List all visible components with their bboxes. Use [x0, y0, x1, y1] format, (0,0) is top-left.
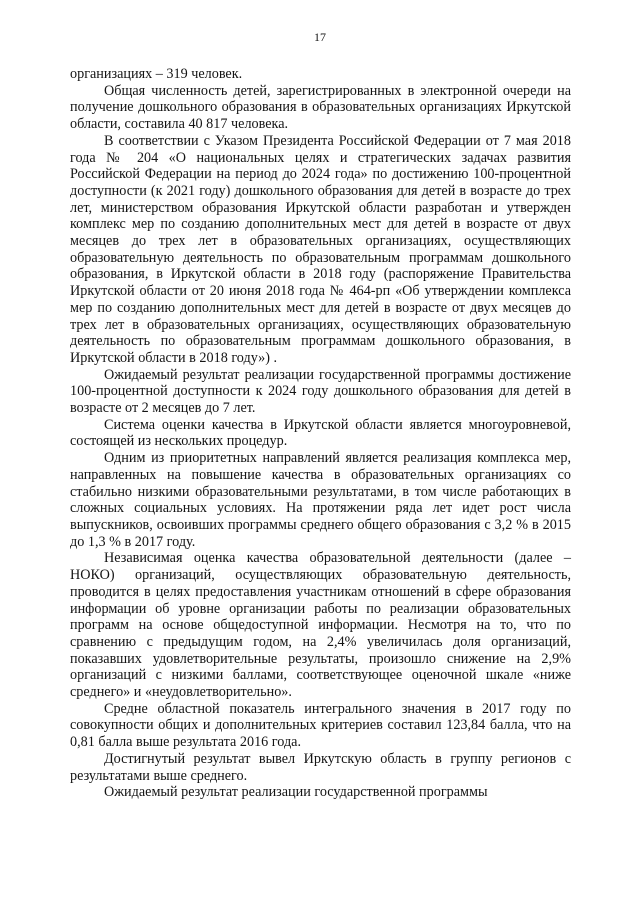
paragraph: Общая численность детей, зарегистрированных в электронной очереди на получение дошкольного образования в образовательных организациях Иркутской области, составила 40 817 человека. [70, 82, 571, 133]
paragraph: Ожидаемый результат реализации государственной программы достижение 100-процентной доступности к 2024 году дошкольного образования для детей в возрасте от 2 месяцев до 7 лет. [70, 366, 571, 417]
paragraph: Достигнутый результат вывел Иркутскую область в группу регионов с результатами выше среднего. [70, 750, 571, 784]
document-body [70, 66, 571, 801]
page-number: 17 [314, 30, 326, 44]
paragraph: Средне областной показатель интегрального значения в 2017 году по совокупности общих и дополнительных критериев составил 123,84 балла, что на 0,81 балла выше результата 2016 года. [70, 700, 571, 751]
paragraph: Независимая оценка качества образовательной деятельности (далее – НОКО) организаций, осуществляющих образовательную деятельность, проводится в целях предоставления участникам отношений в сфере образования информации об уровне организации работы по реализации образовательных программ на основе общедоступной информации. Несмотря на то, что по сравнению с предыдущим годом, на 2,4% увеличилась доля организаций, показавших удовлетворительные результаты, произошло снижение на 2,9% организаций с низкими баллами, соответствующее оценочной шкале «ниже среднего» и «неудовлетворительно». [70, 550, 571, 701]
paragraph: В соответствии с Указом Президента Российской Федерации от 7 мая 2018 года № 204 «О национальных целях и стратегических задачах развития Российской Федерации на период до 2024 года» по достижению 100-процентной доступности (к 2021 году) дошкольного образования для детей в возрасте до трех лет, министерством образования Иркутской области разработан и утвержден комплекс мер по созданию дополнительных мест для детей в возрасте от двух месяцев до трех лет в образовательных организациях, осуществляющих образовательную деятельность по образовательным программам дошкольного образования, в Иркутской области в 2018 году (распоряжение Правительства Иркутской области от 20 июня 2018 года № 464-рп «Об утверждении комплекса мер по созданию дополнительных мест для детей в возрасте от двух месяцев до трех лет в образовательных организациях, осуществляющих образовательную деятельность по образовательным программам дошкольного образования, в Иркутской области в 2018 году») . [70, 132, 571, 366]
paragraph: Ожидаемый результат реализации государственной программы [104, 784, 488, 801]
paragraph: Система оценки качества в Иркутской области является многоуровневой, состоящей из нескольких процедур. [70, 416, 571, 450]
paragraph: организациях – 319 человек. [70, 66, 243, 82]
paragraph: Одним из приоритетных направлений является реализация комплекса мер, направленных на повышение качества в образовательных организациях со стабильно низкими образовательными результатами, в том числе работающих в сложных социальных условиях. На протяжении ряда лет идет рост числа выпускников, освоивших программы среднего общего образования с 3,2 % в 2015 до 1,3 % в 2017 году. [70, 450, 571, 550]
